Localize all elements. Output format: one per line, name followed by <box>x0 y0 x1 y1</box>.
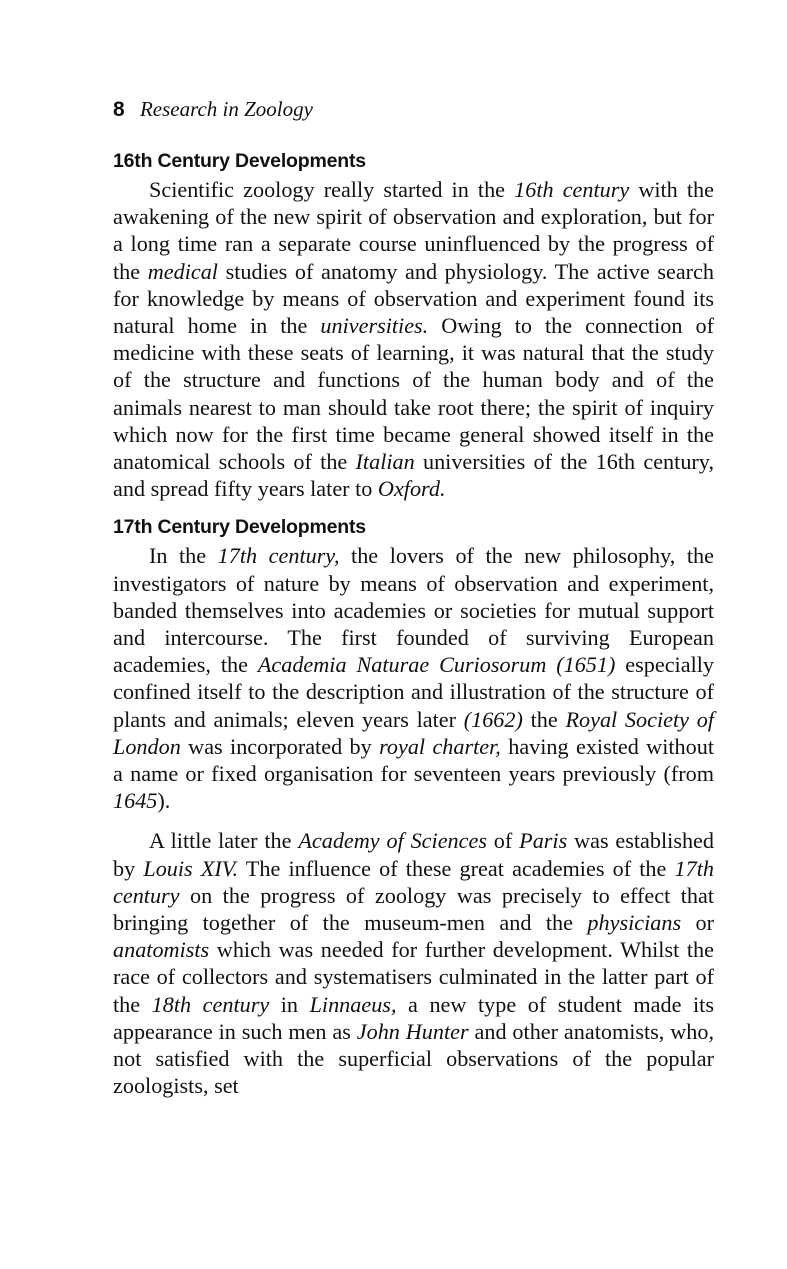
italic-run: Italian <box>355 449 415 475</box>
italic-run: 18th century <box>151 991 270 1017</box>
page-content <box>113 95 714 1112</box>
text-run: or <box>681 910 715 936</box>
section-heading: 16th Century Developments <box>113 150 366 172</box>
italic-run: 16th century <box>514 177 630 202</box>
italic-run: universities. <box>320 313 429 339</box>
text-run: a new type of student made its appearance in such men as <box>113 991 714 1044</box>
text-run: on the progress of zoology was precisely to effect that bringing together of the museum-men and the <box>113 882 714 936</box>
section-heading: 17th Century Developments <box>113 516 366 539</box>
text-run: In the <box>149 543 218 569</box>
paragraph <box>113 176 714 502</box>
text-run: having existed without a name or fixed organisation for seventeen years previously (from <box>113 733 714 787</box>
text-run: Owing to the connection of medicine with these seats of learning, it was natural that the study of the structure and functions of the human body and of the animals nearest to man should take root there; the spirit of inquiry which now for the first time became general showed itself in the anatomical schools of the <box>113 313 714 475</box>
text-run: especially confined itself to the description and illustration of the structure of plants and animals; eleven years later <box>113 652 714 732</box>
section-17th-century <box>113 514 714 1099</box>
section-16th-century <box>113 148 714 502</box>
italic-run: Academia Naturae Curiosorum (1651) <box>257 652 616 678</box>
paragraph <box>113 542 714 814</box>
italic-run: physicians <box>587 910 682 936</box>
italic-run: Linnaeus, <box>309 991 397 1017</box>
italic-run: Academy of Sciences <box>298 828 487 854</box>
italic-run: Louis XIV. <box>143 855 239 881</box>
text-run: studies of anatomy and physiology. The active search for knowledge by means of observation and experiment found its natural home in the <box>113 258 714 339</box>
text-run: with the awakening of the new spirit of observation and exploration, but for a long time ran a separate course uninfluenced by the progress of the <box>113 177 714 284</box>
running-head <box>113 95 714 124</box>
book-title: Research in Zoology <box>139 97 313 121</box>
italic-run: John Hunter <box>356 1018 469 1044</box>
text-run: which was needed for further development. Whilst the race of collectors and systematisers culminated in the latter part of the <box>113 937 714 1017</box>
text-run: universities of the 16th century, and spread fifty years later to <box>113 449 714 502</box>
italic-run: (1662) <box>463 706 523 732</box>
italic-run: 1645 <box>113 788 158 814</box>
paragraph <box>113 827 714 1099</box>
page-number: 8 <box>113 98 125 121</box>
italic-run: royal charter, <box>379 733 501 759</box>
text-run: and other anatomists, who, not satisfied with the superficial observations of the popular zoologists, set <box>113 1018 714 1099</box>
text-run: the <box>522 706 566 732</box>
text-run: in <box>269 991 310 1017</box>
text-run: ). <box>157 788 171 814</box>
italic-run: 17th century <box>113 855 714 908</box>
italic-run: Oxford. <box>377 476 446 502</box>
italic-run: anatomists <box>113 937 210 963</box>
italic-run: Royal Society of London <box>113 706 714 759</box>
text-run: was established by <box>113 828 715 881</box>
text-run: was incorporated by <box>180 733 380 759</box>
italic-run: Paris <box>519 828 568 854</box>
text-run: of <box>486 828 520 854</box>
text-run: A little later the <box>149 828 299 854</box>
italic-run: medical <box>147 258 218 284</box>
text-run: the lovers of the new philosophy, the investigators of nature by means of observation and experiment, banded themselves into academies or societies for mutual support and intercourse. The first founded of surviving European academies, the <box>113 543 714 678</box>
text-run: The influence of these great academies of the <box>238 855 675 881</box>
text-run: Scientific zoology really started in the <box>149 177 515 202</box>
italic-run: 17th century, <box>217 543 340 569</box>
